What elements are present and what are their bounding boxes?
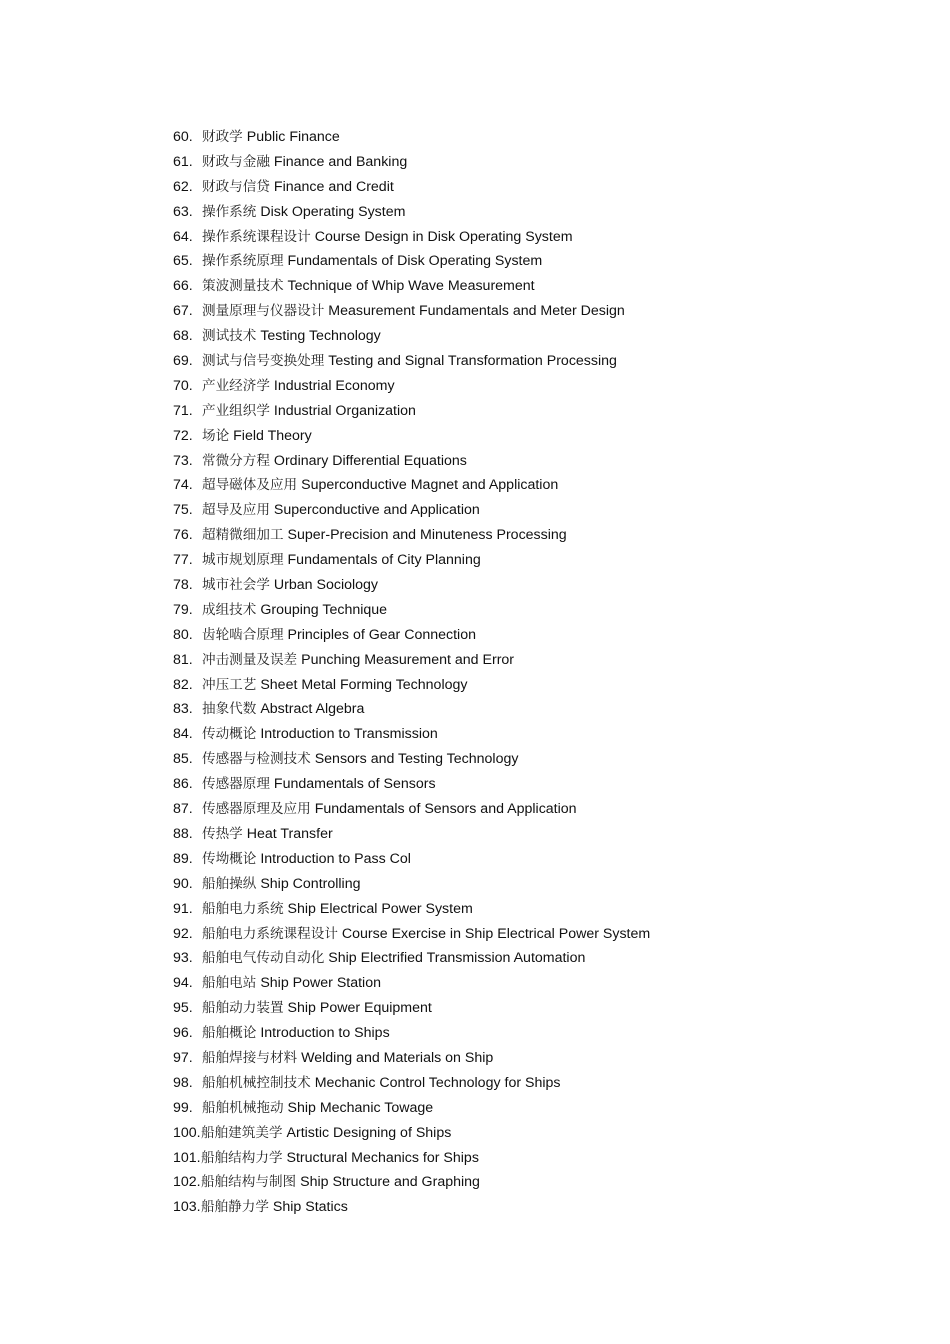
list-item	[173, 922, 650, 947]
course-name-chinese: 常微分方程	[202, 452, 270, 469]
item-number: 70.	[173, 377, 193, 394]
item-number: 93.	[173, 950, 193, 967]
item-number: 66.	[173, 278, 193, 295]
course-name-english: Finance and Banking	[273, 153, 408, 170]
item-number: 91.	[173, 900, 193, 917]
item-number: 96.	[173, 1025, 193, 1042]
course-name-chinese: 城市规划原理	[202, 552, 284, 569]
course-name-english: Superconductive Magnet and Application	[301, 477, 559, 494]
list-item	[173, 747, 650, 772]
list-item	[173, 523, 650, 548]
course-name-chinese: 传坳概论	[202, 850, 257, 867]
course-name-chinese: 财政学	[202, 129, 243, 145]
list-item	[173, 673, 650, 698]
course-name-chinese: 船舶机械拖动	[202, 1099, 284, 1116]
course-name-english: Sheet Metal Forming Technology	[260, 676, 468, 693]
course-name-english: Ship Controlling	[260, 875, 361, 892]
list-item	[173, 1071, 650, 1096]
course-name-chinese: 船舶动力装置	[202, 1000, 284, 1017]
list-item	[173, 125, 650, 150]
list-item	[173, 573, 650, 598]
list-item	[173, 946, 650, 971]
list-item	[173, 822, 650, 847]
course-name-english: Disk Operating System	[260, 203, 406, 220]
course-name-chinese: 测试与信号变换处理	[202, 353, 325, 370]
course-name-chinese: 传感器与检测技术	[202, 751, 311, 768]
course-name-chinese: 产业组织学	[202, 402, 270, 419]
list-item	[173, 872, 650, 897]
list-item	[173, 1146, 650, 1171]
course-name-english: Ordinary Differential Equations	[273, 452, 467, 469]
course-name-english: Field Theory	[233, 427, 312, 444]
course-name-chinese: 超导及应用	[202, 502, 270, 519]
course-list	[173, 125, 650, 1220]
item-number: 68.	[173, 328, 193, 345]
list-item	[173, 1121, 650, 1146]
course-name-english: Public Finance	[246, 129, 340, 145]
course-name-chinese: 测量原理与仪器设计	[202, 303, 325, 320]
course-name-english: Ship Mechanic Towage	[287, 1099, 434, 1116]
course-name-chinese: 成组技术	[202, 601, 257, 618]
course-name-chinese: 传热学	[202, 825, 243, 842]
course-name-chinese: 传感器原理	[202, 776, 270, 793]
course-name-english: Ship Electrical Power System	[287, 900, 473, 917]
item-number: 81.	[173, 651, 193, 668]
course-name-english: Sensors and Testing Technology	[314, 751, 519, 768]
list-item	[173, 971, 650, 996]
course-name-chinese: 冲击测量及误差	[202, 651, 298, 668]
list-item	[173, 498, 650, 523]
course-name-english: Industrial Organization	[273, 402, 416, 419]
item-number: 103.	[173, 1199, 201, 1216]
item-number: 94.	[173, 975, 193, 992]
list-item	[173, 324, 650, 349]
list-item	[173, 1170, 650, 1195]
course-name-chinese: 城市社会学	[202, 577, 270, 594]
item-number: 87.	[173, 801, 193, 818]
course-name-english: Fundamentals of Sensors and Application	[314, 801, 577, 818]
course-name-english: Introduction to Ships	[260, 1025, 390, 1042]
course-name-english: Ship Electrified Transmission Automation	[328, 950, 586, 967]
course-name-chinese: 冲压工艺	[202, 676, 257, 693]
item-number: 89.	[173, 850, 193, 867]
course-name-chinese: 操作系统	[202, 203, 257, 220]
item-number: 99.	[173, 1099, 193, 1116]
course-name-english: Mechanic Control Technology for Ships	[314, 1074, 561, 1091]
list-item	[173, 1046, 650, 1071]
course-name-english: Introduction to Transmission	[260, 726, 438, 743]
item-number: 75.	[173, 502, 193, 519]
course-name-english: Course Exercise in Ship Electrical Power System	[341, 925, 651, 942]
item-number: 100.	[173, 1124, 201, 1141]
course-name-english: Ship Power Station	[260, 975, 381, 992]
item-number: 97.	[173, 1049, 193, 1066]
course-name-chinese: 船舶电气传动自动化	[202, 950, 325, 967]
item-number: 84.	[173, 726, 193, 743]
course-name-english: Fundamentals of Sensors	[273, 776, 436, 793]
item-number: 98.	[173, 1074, 193, 1091]
course-name-english: Grouping Technique	[260, 601, 388, 618]
list-item	[173, 772, 650, 797]
course-name-english: Urban Sociology	[273, 577, 379, 594]
item-number: 77.	[173, 552, 193, 569]
course-name-chinese: 船舶焊接与材料	[202, 1049, 298, 1066]
list-item	[173, 1195, 650, 1220]
course-name-chinese: 船舶概论	[202, 1025, 257, 1042]
item-number: 90.	[173, 875, 193, 892]
course-name-chinese: 船舶电力系统课程设计	[202, 925, 338, 942]
list-item	[173, 225, 650, 250]
item-number: 80.	[173, 626, 193, 643]
list-item	[173, 897, 650, 922]
item-number: 60.	[173, 129, 193, 145]
list-item	[173, 648, 650, 673]
item-number: 71.	[173, 402, 193, 419]
course-name-english: Welding and Materials on Ship	[301, 1049, 494, 1066]
course-name-english: Ship Power Equipment	[287, 1000, 432, 1017]
item-number: 73.	[173, 452, 193, 469]
course-name-english: Principles of Gear Connection	[287, 626, 476, 643]
item-number: 83.	[173, 701, 193, 718]
course-name-chinese: 操作系统课程设计	[202, 228, 311, 245]
course-name-english: Heat Transfer	[246, 825, 333, 842]
course-name-chinese: 传动概论	[202, 726, 257, 743]
list-item	[173, 598, 650, 623]
item-number: 65.	[173, 253, 193, 270]
item-number: 74.	[173, 477, 193, 494]
item-number: 67.	[173, 303, 193, 320]
course-name-english: Technique of Whip Wave Measurement	[287, 278, 535, 295]
course-name-chinese: 船舶结构力学	[201, 1149, 283, 1166]
course-name-english: Ship Statics	[272, 1199, 348, 1216]
course-name-english: Finance and Credit	[273, 178, 394, 195]
course-name-english: Fundamentals of City Planning	[287, 552, 481, 569]
list-item	[173, 548, 650, 573]
course-name-english: Abstract Algebra	[260, 701, 365, 718]
list-item	[173, 299, 650, 324]
list-item	[173, 175, 650, 200]
list-item	[173, 274, 650, 299]
list-item	[173, 150, 650, 175]
item-number: 88.	[173, 825, 193, 842]
list-item	[173, 374, 650, 399]
item-number: 86.	[173, 776, 193, 793]
item-number: 101.	[173, 1149, 201, 1166]
course-name-english: Testing and Signal Transformation Processing	[328, 353, 617, 370]
course-name-english: Structural Mechanics for Ships	[286, 1149, 479, 1166]
course-name-chinese: 财政与金融	[202, 153, 270, 170]
item-number: 102.	[173, 1174, 201, 1191]
course-name-english: Artistic Designing of Ships	[286, 1124, 452, 1141]
course-name-english: Measurement Fundamentals and Meter Design	[328, 303, 625, 320]
course-name-chinese: 测试技术	[202, 328, 257, 345]
list-item	[173, 996, 650, 1021]
item-number: 64.	[173, 228, 193, 245]
course-name-chinese: 操作系统原理	[202, 253, 284, 270]
course-name-chinese: 船舶机械控制技术	[202, 1074, 311, 1091]
list-item	[173, 399, 650, 424]
course-name-chinese: 超导磁体及应用	[202, 477, 298, 494]
item-number: 63.	[173, 203, 193, 220]
course-name-chinese: 船舶建筑美学	[201, 1124, 283, 1141]
list-item	[173, 424, 650, 449]
item-number: 82.	[173, 676, 193, 693]
course-name-english: Introduction to Pass Col	[260, 850, 411, 867]
list-item	[173, 697, 650, 722]
item-number: 92.	[173, 925, 193, 942]
course-name-english: Course Design in Disk Operating System	[314, 228, 573, 245]
list-item	[173, 473, 650, 498]
course-name-chinese: 策波测量技术	[202, 278, 284, 295]
course-name-chinese: 船舶静力学	[201, 1199, 269, 1216]
list-item	[173, 449, 650, 474]
course-name-chinese: 场论	[202, 427, 230, 444]
list-item	[173, 200, 650, 225]
course-name-chinese: 齿轮啮合原理	[202, 626, 284, 643]
item-number: 69.	[173, 353, 193, 370]
list-item	[173, 623, 650, 648]
list-item	[173, 847, 650, 872]
course-name-chinese: 抽象代数	[202, 701, 257, 718]
item-number: 78.	[173, 577, 193, 594]
course-name-english: Testing Technology	[260, 328, 381, 345]
course-name-english: Industrial Economy	[273, 377, 395, 394]
item-number: 95.	[173, 1000, 193, 1017]
item-number: 85.	[173, 751, 193, 768]
course-name-chinese: 船舶电站	[202, 975, 257, 992]
course-name-chinese: 船舶操纵	[202, 875, 257, 892]
list-item	[173, 722, 650, 747]
list-item	[173, 1096, 650, 1121]
course-name-chinese: 船舶电力系统	[202, 900, 284, 917]
course-name-chinese: 超精微细加工	[202, 527, 284, 544]
item-number: 76.	[173, 527, 193, 544]
item-number: 79.	[173, 601, 193, 618]
item-number: 61.	[173, 153, 193, 170]
item-number: 72.	[173, 427, 193, 444]
course-name-chinese: 传感器原理及应用	[202, 801, 311, 818]
course-name-chinese: 船舶结构与制图	[201, 1174, 297, 1191]
course-name-english: Fundamentals of Disk Operating System	[287, 253, 543, 270]
course-name-chinese: 产业经济学	[202, 377, 270, 394]
list-item	[173, 349, 650, 374]
list-item	[173, 797, 650, 822]
list-item	[173, 249, 650, 274]
list-item	[173, 1021, 650, 1046]
course-name-english: Punching Measurement and Error	[301, 651, 515, 668]
item-number: 62.	[173, 178, 193, 195]
course-name-english: Superconductive and Application	[273, 502, 480, 519]
course-name-chinese: 财政与信贷	[202, 178, 270, 195]
course-name-english: Super-Precision and Minuteness Processing	[287, 527, 567, 544]
course-name-english: Ship Structure and Graphing	[300, 1174, 480, 1191]
